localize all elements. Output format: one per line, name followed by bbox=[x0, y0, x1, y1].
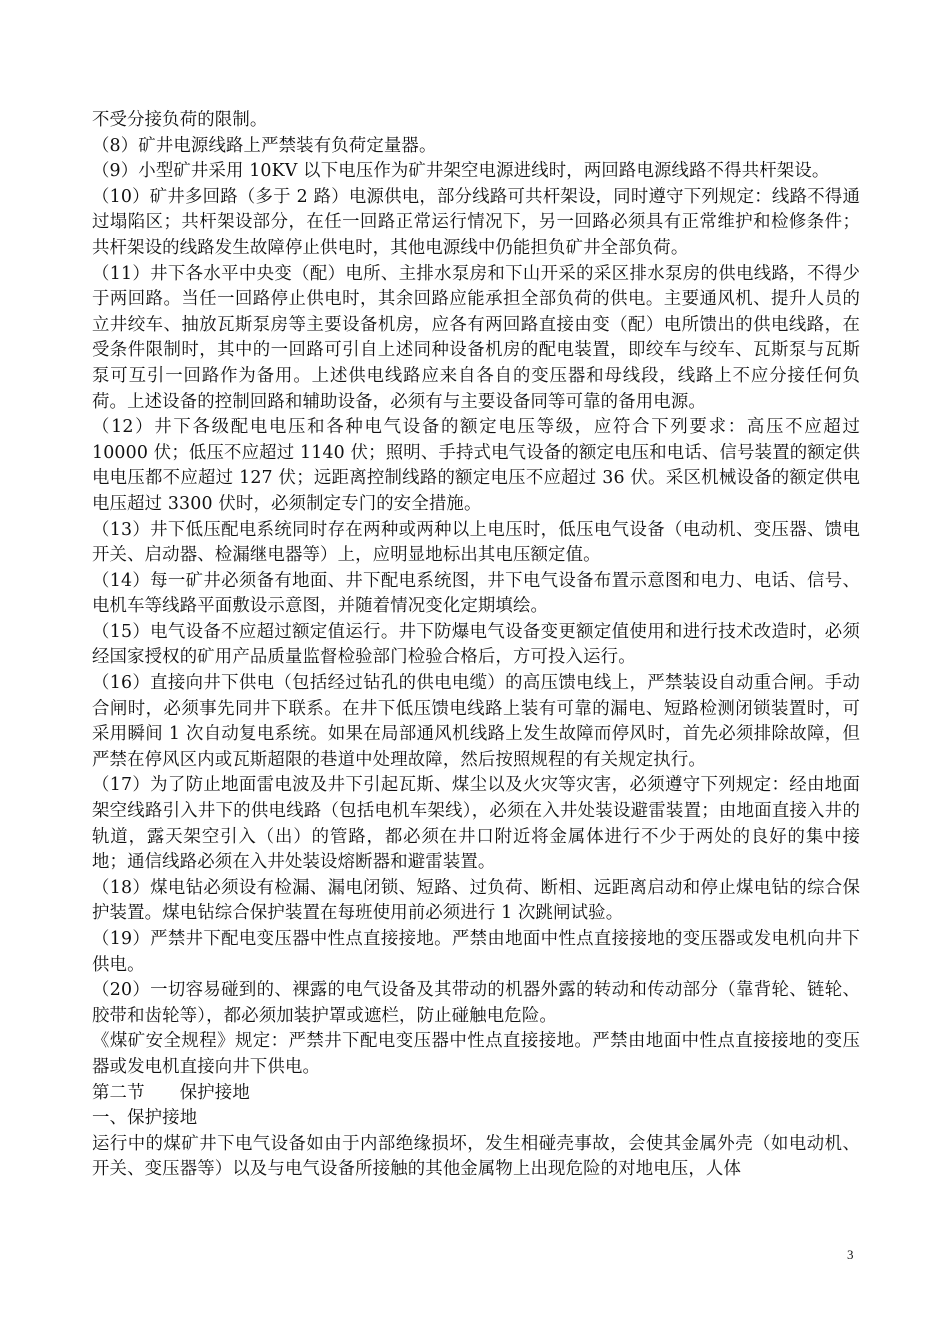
paragraph: （11）井下各水平中央变（配）电所、主排水泵房和下山开采的采区排水泵房的供电线路，不得少于两回路。当任一回路停止供电时，其余回路应能承担全部负荷的供电。主要通风机、提升人员的立井绞车、抽放瓦斯泵房等主要设备机房，应各有两回路直接由变（配）电所馈出的供电线路，在受条件限制时，其中的一回路可引自上述同种设备机房的配电装置，即绞车与绞车、瓦斯泵与瓦斯泵可互引一回路作为备用。上述供电线路应来自各自的变压器和母线段，线路上不应分接任何负荷。上述设备的控制回路和辅助设备，必须有与主要设备同等可靠的备用电源。 bbox=[92, 263, 860, 412]
paragraph: 运行中的煤矿井下电气设备如由于内部绝缘损坏，发生相碰壳事故，会使其金属外壳（如电动机、开关、变压器等）以及与电气设备所接触的其他金属物上出现危险的对地电压，人体 bbox=[92, 1133, 860, 1180]
paragraph: （14）每一矿井必须备有地面、井下配电系统图，井下电气设备布置示意图和电力、电话、信号、电机车等线路平面敷设示意图，并随着情况变化定期填绘。 bbox=[92, 570, 860, 617]
paragraph: 不受分接负荷的限制。 bbox=[92, 110, 268, 130]
paragraph: （15）电气设备不应超过额定值运行。井下防爆电气设备变更额定值使用和进行技术改造时，必须经国家授权的矿用产品质量监督检验部门检验合格后，方可投入运行。 bbox=[92, 621, 860, 668]
paragraph: （10）矿井多回路（多于 2 路）电源供电，部分线路可共杆架设，同时遵守下列规定：线路不得通过塌陷区；共杆架设部分，在任一回路正常运行情况下，另一回路必须具有正常维护和检修条件；共杆架设的线路发生故障停止供电时，其他电源线中仍能担负矿井全部负荷。 bbox=[92, 186, 860, 258]
paragraph: （16）直接向井下供电（包括经过钻孔的供电电缆）的高压馈电线上，严禁装设自动重合闸。手动合闸时，必须事先同井下联系。在井下低压馈电线路上装有可靠的漏电、短路检测闭锁装置时，可采用瞬间 1 次自动复电系统。如果在局部通风机线路上发生故障而停风时，首先必须排除故障，但严禁在停风区内或瓦斯超限的巷道中处理故障，然后按照规程的有关规定执行。 bbox=[92, 673, 860, 770]
paragraph: （20）一切容易碰到的、裸露的电气设备及其带动的机器外露的转动和传动部分（靠背轮、链轮、胶带和齿轮等），都必须加装护罩或遮栏，防止碰触电危险。 bbox=[92, 980, 860, 1026]
subsection-heading: 一、保护接地 bbox=[92, 1108, 198, 1129]
paragraph: （12）井下各级配电电压和各种电气设备的额定电压等级，应符合下列要求：高压不应超过 10000 伏；低压不应超过 1140 伏；照明、手持式电气设备的额定电压和电话、信号装置的额定供电电压都不应超过 127 伏；远距离控制线路的额定电压不应超过 36 伏。采区机械设备的额定供电电压超过 3300 伏时，必须制定专门的安全措施。 bbox=[92, 417, 860, 514]
paragraph: （17）为了防止地面雷电波及井下引起瓦斯、煤尘以及火灾等灾害，必须遵守下列规定：经由地面架空线路引入井下的供电线路（包括电机车架线），必须在入井处装设避雷装置；由地面直接入井的轨道，露天架空引入（出）的管路，都必须在井口附近将金属体进行不少于两处的良好的集中接地；通信线路必须在入井处装设熔断器和避雷装置。 bbox=[92, 775, 860, 873]
paragraph: （13）井下低压配电系统同时存在两种或两种以上电压时，低压电气设备（电动机、变压器、馈电开关、启动器、检漏继电器等）上，应明显地标出其电压额定值。 bbox=[92, 519, 860, 566]
page-number: 3 bbox=[847, 1247, 854, 1262]
paragraph: （19）严禁井下配电变压器中性点直接接地。严禁由地面中性点直接接地的变压器或发电机向井下供电。 bbox=[92, 929, 860, 975]
paragraph: （8）矿井电源线路上严禁装有负荷定量器。 bbox=[92, 135, 437, 156]
section-heading: 第二节 保护接地 bbox=[92, 1082, 250, 1103]
document-body bbox=[92, 108, 860, 1183]
paragraph: （18）煤电钻必须设有检漏、漏电闭锁、短路、过负荷、断相、远距离启动和停止煤电钻的综合保护装置。煤电钻综合保护装置在每班使用前必须进行 1 次跳闸试验。 bbox=[92, 877, 860, 924]
paragraph: （9）小型矿井采用 10KV 以下电压作为矿井架空电源进线时，两回路电源线路不得共杆架设。 bbox=[92, 161, 830, 182]
paragraph: 《煤矿安全规程》规定：严禁井下配电变压器中性点直接接地。严禁由地面中性点直接接地的变压器或发电机直接向井下供电。 bbox=[92, 1031, 860, 1077]
